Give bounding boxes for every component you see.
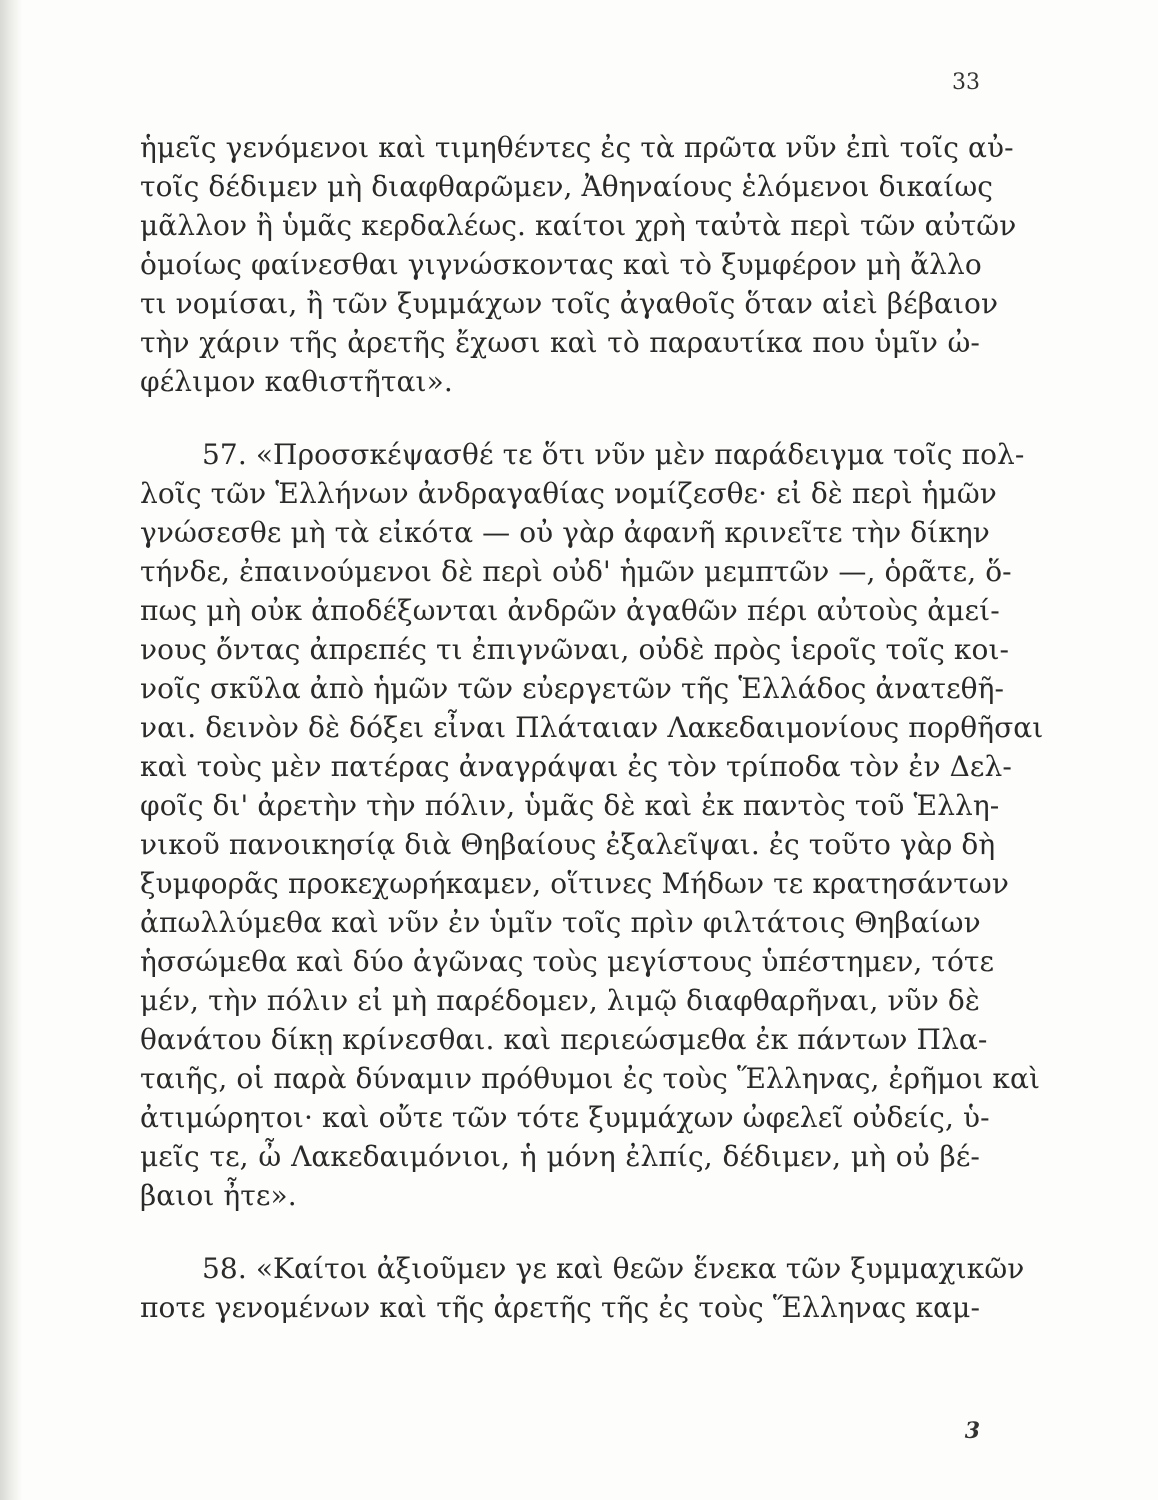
text-line: τὴν χάριν τῆς ἀρετῆς ἔχωσι καὶ τὸ παραυτίκα που ὑμῖν ὠ- [140, 326, 980, 359]
text-line: πως μὴ οὐκ ἀποδέξωνται ἀνδρῶν ἀγαθῶν πέρι αὐτοὺς ἀμεί- [140, 594, 1000, 627]
text-line: νικοῦ πανοικησίᾳ διὰ Θηβαίους ἐξαλεῖψαι. ἐς τοῦτο γὰρ δὴ [140, 828, 996, 861]
paragraph-gap [140, 401, 980, 435]
text-line: ἡμεῖς γενόμενοι καὶ τιμηθέντες ἐς τὰ πρῶτα νῦν ἐπὶ τοῖς αὐ- [140, 131, 1014, 164]
text-line: ταιῆς, οἱ παρὰ δύναμιν πρόθυμοι ἐς τοὺς Ἕλληνας, ἐρῆμοι καὶ [140, 1062, 1041, 1095]
text-line: καὶ τοὺς μὲν πατέρας ἀναγράψαι ἐς τὸν τρίποδα τὸν ἐν Δελ- [140, 750, 1012, 783]
text-line: μέν, τὴν πόλιν εἰ μὴ παρέδομεν, λιμῷ διαφθαρῆναι, νῦν δὲ [140, 984, 980, 1017]
text-line: γνώσεσθε μὴ τὰ εἰκότα — οὐ γὰρ ἀφανῆ κρινεῖτε τὴν δίκην [140, 516, 990, 549]
text-line: ξυμφορᾶς προκεχωρήκαμεν, οἵτινες Μήδων τε κρατησάντων [140, 867, 1009, 900]
text-line: λοῖς τῶν Ἑλλήνων ἀνδραγαθίας νομίζεσθε· εἰ δὲ περὶ ἡμῶν [140, 477, 997, 510]
text-line: θανάτου δίκῃ κρίνεσθαι. καὶ περιεώσμεθα ἐκ πάντων Πλα- [140, 1023, 988, 1056]
scan-edge-shadow [0, 0, 22, 1500]
paragraph-gap [140, 1215, 980, 1249]
text-line: ναι. δεινὸν δὲ δόξει εἶναι Πλάταιαν Λακεδαιμονίους πορθῆσαι [140, 711, 1044, 744]
text-line: φέλιμον καθιστῆται». [140, 365, 453, 398]
text-line: 57. «Προσσκέψασθέ τε ὅτι νῦν μὲν παράδειγμα τοῖς πολ- [202, 438, 1025, 471]
text-line: ἀτιμώρητοι· καὶ οὔτε τῶν τότε ξυμμάχων ὠφελεῖ οὐδείς, ὑ- [140, 1101, 990, 1134]
text-line: νους ὄντας ἀπρεπές τι ἐπιγνῶναι, οὐδὲ πρὸς ἱεροῖς τοῖς κοι- [140, 633, 1010, 666]
text-line: ὁμοίως φαίνεσθαι γιγνώσκοντας καὶ τὸ ξυμφέρον μὴ ἄλλο [140, 248, 982, 281]
text-line: μᾶλλον ἢ ὑμᾶς κερδαλέως. καίτοι χρὴ ταὐτὰ περὶ τῶν αὐτῶν [140, 209, 1017, 242]
page-number: 33 [952, 70, 980, 95]
paragraph-58-start [140, 1249, 1025, 1327]
text-line: τήνδε, ἐπαινούμενοι δὲ περὶ οὐδ' ἡμῶν μεμπτῶν —, ὁρᾶτε, ὅ- [140, 555, 1012, 588]
body-text [140, 128, 1044, 1327]
text-line: βαιοι ἦτε». [140, 1179, 297, 1212]
text-line: ποτε γενομένων καὶ τῆς ἀρετῆς τῆς ἐς τοὺς Ἕλληνας καμ- [140, 1291, 980, 1324]
paragraph-56-end [140, 128, 1017, 401]
text-line: 58. «Καίτοι ἀξιοῦμεν γε καὶ θεῶν ἕνεκα τῶν ξυμμαχικῶν [202, 1252, 1025, 1285]
text-line: μεῖς τε, ὦ Λακεδαιμόνιοι, ἡ μόνη ἐλπίς, δέδιμεν, μὴ οὐ βέ- [140, 1140, 980, 1173]
text-line: τοῖς δέδιμεν μὴ διαφθαρῶμεν, Ἀθηναίους ἑλόμενοι δικαίως [140, 170, 994, 203]
text-line: φοῖς δι' ἀρετὴν τὴν πόλιν, ὑμᾶς δὲ καὶ ἐκ παντὸς τοῦ Ἑλλη- [140, 789, 1000, 822]
text-line: ἀπωλλύμεθα καὶ νῦν ἐν ὑμῖν τοῖς πρὶν φιλτάτοις Θηβαίων [140, 906, 981, 939]
text-line: ἡσσώμεθα καὶ δύο ἀγῶνας τοὺς μεγίστους ὑπέστημεν, τότε [140, 945, 995, 978]
text-line: τι νομίσαι, ἢ τῶν ξυμμάχων τοῖς ἀγαθοῖς ὅταν αἰεὶ βέβαιον [140, 287, 999, 320]
paragraph-57 [140, 435, 1044, 1215]
text-line: νοῖς σκῦλα ἀπὸ ἡμῶν τῶν εὐεργετῶν τῆς Ἑλλάδος ἀνατεθῆ- [140, 672, 1005, 705]
signature-mark: 3 [964, 1418, 980, 1444]
